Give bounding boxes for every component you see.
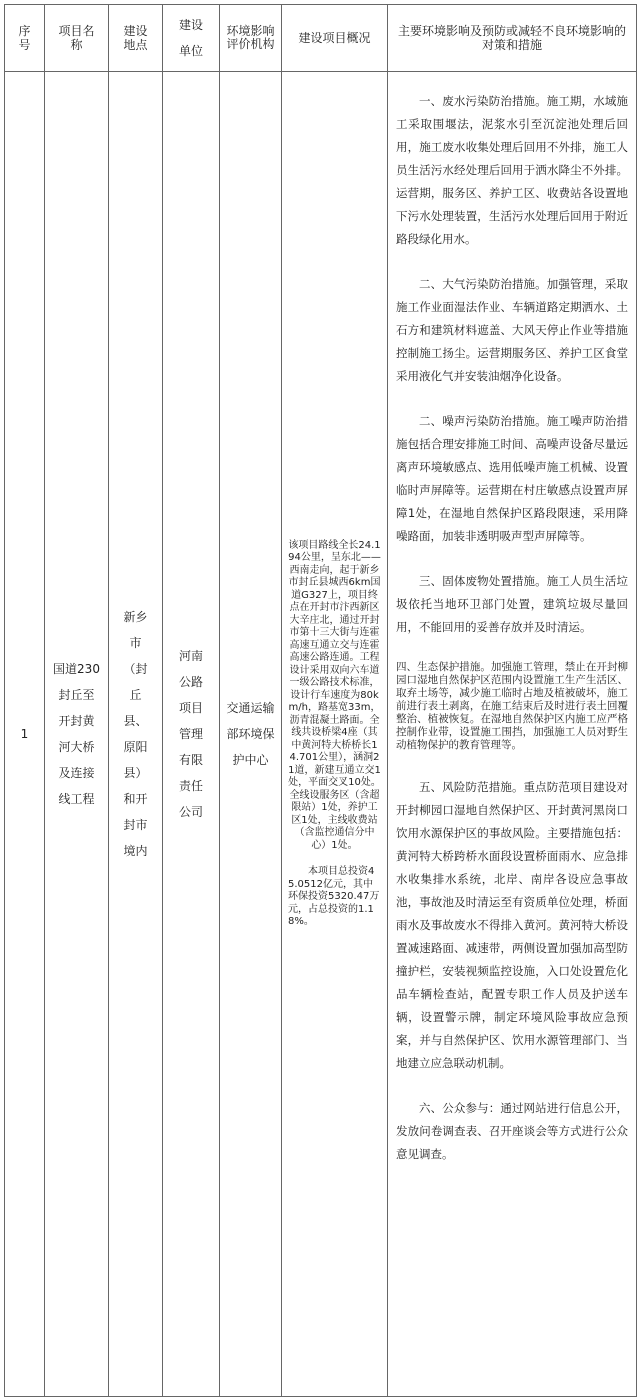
measure-risk: 五、风险防范措施。重点防范项目建设对开封柳园口湿地自然保护区、开封黄河黑岗口饮用水源保护区的事故风险。主要措施包括：黄河特大桥跨桥水面段设置桥面雨水、应急排水收集排水系统，北岸、南岸各设应急事故池，事故池及时清运至有资质单位处理，桥面雨水及事故废水不得排入黄河。黄河特大桥设置减速路面、减速带，两侧设置加强加高型防撞护栏，安装视频监控设施，入口处设置危化品车辆检查站，配置专职工作人员及护送车辆，设置警示牌，制定环境风险事故应急预案，并与自然保护区、饮用水源管理部门、当地建立应急联动机制。 [396, 780, 628, 1070]
eia-project-table [4, 4, 637, 1397]
header-measures: 主要环境影响及预防或减轻不良环境影响的对策和措施 [388, 5, 637, 72]
table-header-row [5, 5, 637, 72]
overview-summary: 该项目路线全长24.194公里，呈东北——西南走向，起于新乡市封丘县城西6km国道G327上，项目终点在开封市汴西新区大辛庄北，通过开封市第十三大街与连霍高速互通立交与连霍高速公路连通。工程设计采用双向六车道一级公路技术标准，设计行车速度为80km/h，路基宽33m，沥青混凝土路面。全线共设桥梁4座（其中黄河特大桥桥长14.701公里），涵洞21道，新建互通立交1处，平面交叉10处。全线设服务区（含超限站）1处，养护工区1处，主线收费站（含监控通信分中心）1处。 [288, 539, 381, 851]
measure-wastewater: 一、废水污染防治措施。施工期，水域施工采取围堰法，泥浆水引至沉淀池处理后回用，施工废水收集处理后回用不外排，施工人员生活污水经处理后回用于洒水降尘不外排。运营期，服务区、养护工区、收费站各设置地下污水处理装置，生活污水处理后回用于附近路段绿化用水。 [396, 94, 628, 246]
measure-public-participation: 六、公众参与：通过网站进行信息公开，发放问卷调查表、召开座谈会等方式进行公众意见调查。 [396, 1101, 628, 1161]
cell-overview [282, 72, 388, 1397]
measure-noise: 二、噪声污染防治措施。施工噪声防治措施包括合理安排施工时间、高噪声设备尽量远离声环境敏感点、选用低噪声施工机械、设置临时声屏障等。运营期在村庄敏感点设置声屏障1处，在湿地自然保护区路段限速，采用降噪路面，加装非透明吸声型声屏障等。 [396, 414, 628, 543]
cell-project-name: 国道230封丘至开封黄河大桥及连接线工程 [45, 72, 109, 1397]
overview-investment: 本项目总投资45.0512亿元，其中环保投资5320.47万元，占总投资的1.18%。 [288, 866, 380, 927]
table-row [5, 72, 637, 1397]
measure-solid-waste: 三、固体废物处置措施。施工人员生活垃圾依托当地环卫部门处置，建筑垃圾尽量回用，不能回用的妥善存放并及时清运。 [396, 574, 628, 634]
header-seq: 序号 [5, 5, 45, 72]
cell-location: 新乡市（封丘县、原阳县）和开封市境内 [109, 72, 163, 1397]
header-overview: 建设项目概况 [282, 5, 388, 72]
measure-air: 二、大气污染防治措施。加强管理，采取施工作业面湿法作业、车辆道路定期洒水、土石方和建筑材料遮盖、大风天停止作业等措施控制施工扬尘。运营期服务区、养护工区食堂采用液化气并安装油烟净化设备。 [396, 277, 628, 383]
header-eia-agency: 环境影响评价机构 [220, 5, 282, 72]
measure-ecology: 四、生态保护措施。加强施工管理，禁止在开封柳园口湿地自然保护区范围内设置施工生产生活区、取弃土场等，减少施工临时占地及植被破坏，施工前进行表土剥离，在施工结束后及时进行表土回覆整治、植被恢复。在湿地自然保护区内施工应严格控制作业带，设置施工围挡，加强施工人员对野生动植物保护的教育管理等。 [396, 661, 628, 751]
header-builder: 建设单位 [163, 5, 220, 72]
header-project-name: 项目名称 [45, 5, 109, 72]
header-location: 建设地点 [109, 5, 163, 72]
cell-measures [388, 72, 637, 1397]
cell-eia-agency: 交通运输部环境保护中心 [220, 72, 282, 1397]
cell-seq: 1 [5, 72, 45, 1397]
cell-builder: 河南公路项目管理有限责任公司 [163, 72, 220, 1397]
